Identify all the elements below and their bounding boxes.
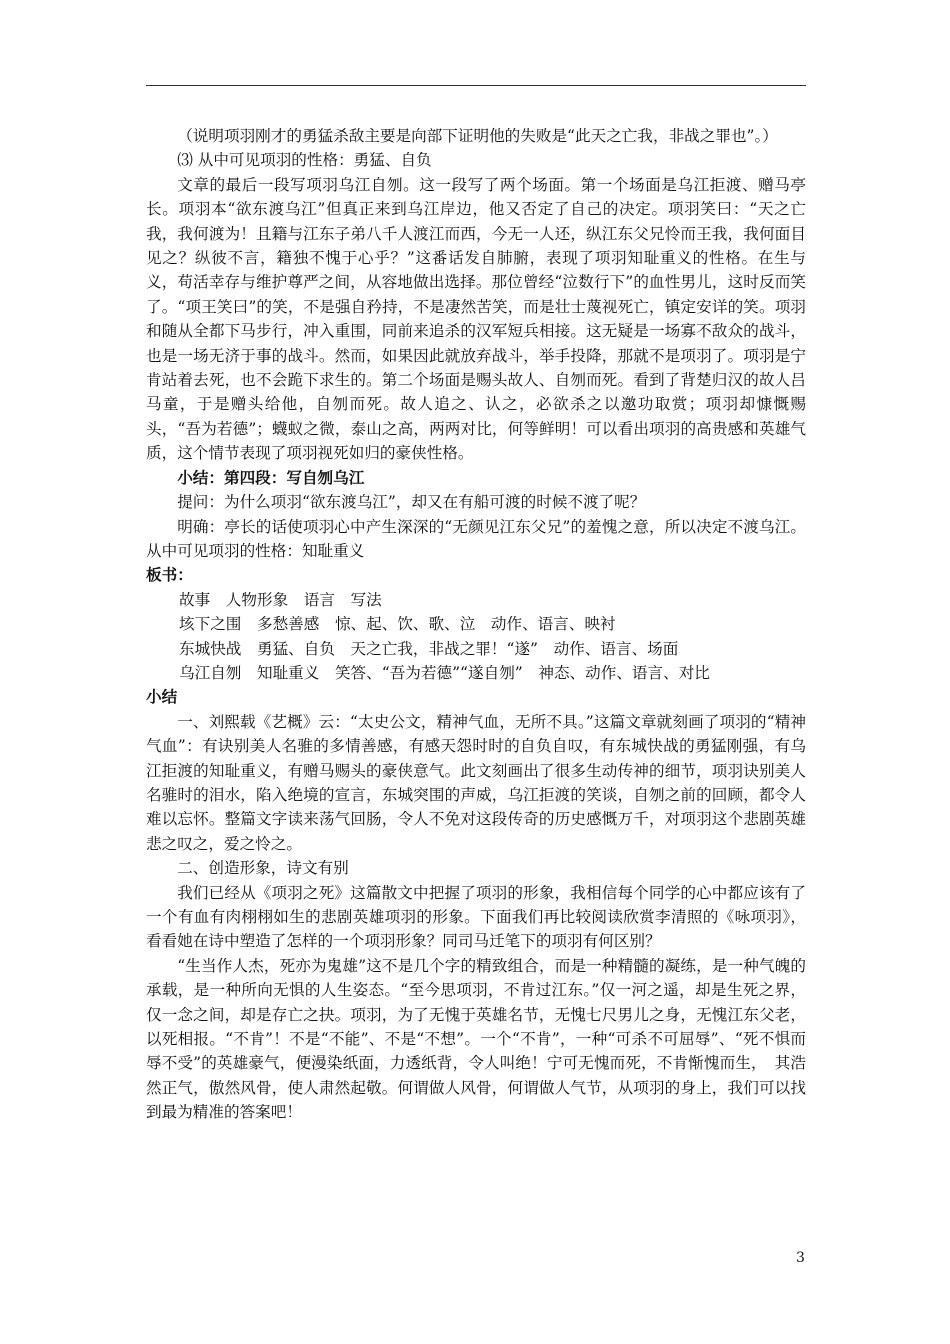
paragraph-summary-2-title: 二、创造形象，诗文有别 [177,859,349,878]
page-number: 3 [796,1250,805,1266]
summary-heading-section-4: 小结：第四段：写自刎乌江 [177,467,365,487]
header-rule [146,85,806,86]
blackboard-row: 东城快战 勇猛、自负 天之亡我，非战之罪！“遂” 动作、语言、场面 [179,639,679,658]
paragraph-summary-1: 一、刘熙载《艺概》云：“太史公文，精神气血，无所不具。”这篇文章就刻画了项羽的“精神气血”：有诀别美人名骓的多情善感，有感天怨时时的自负自叹，有东城快战的勇猛刚强，有乌江拒渡的知耻重义，有赠马赐头的豪侠意气。此文刻画出了很多生动传神的细节，项羽诀别美人名骓时的泪水，陷入绝境的宣言，东城突围的声威，乌江拒渡的笑谈，自刎之前的回顾，都令人难以忘怀。整篇文字读来荡气回肠，令人不免对这段传奇的历史感慨万千，对项羽这个悲剧英雄悲之叹之，爱之怜之。 [146,712,806,853]
paragraph-analysis-wujiang: 文章的最后一段写项羽乌江自刎。这一段写了两个场面。第一个场面是乌江拒渡、赠马亭长。项羽本“欲东渡乌江”但真正来到乌江岸边，他又否定了自己的决定。项羽笑曰：“天之亡我，我何渡为！且籍与江东子弟八千人渡江而西，今无一人还，纵江东父兄怜而王我，我何面目见之？纵彼不言，籍独不愧于心乎？”这番话发自肺腑，表现了项羽知耻重义的性格。在生与义，苟活幸存与维护尊严之间，从容地做出选择。那位曾经“泣数行下”的血性男儿，这时反而笑了。“项王笑曰”的笑，不是强自矜持，不是凄然苦笑，而是壮士蔑视死亡，镇定安详的笑。项羽和随从全都下马步行，冲入重围，同前来追杀的汉军短兵相接。这无疑是一场寡不敌众的战斗，也是一场无济于事的战斗。然而，如果因此就放弃战斗，举手投降，那就不是项羽了。项羽是宁肯站着去死，也不会跪下求生的。第二个场面是赐头故人、自刎而死。看到了背楚归汉的故人吕马童，于是赠头给他，自刎而死。故人追之、认之，必欲杀之以邀功取赏；项羽却慷慨赐头，“吾为若德”；蠛蚁之微，泰山之高，两两对比，何等鲜明！可以看出项羽的高贵感和英雄气质，这个情节表现了项羽视死如归的豪侠性格。 [146,175,806,463]
paragraph-character-trait-1: ⑶ 从中可见项羽的性格：勇猛、自负 [177,151,432,170]
blackboard-heading: 板书： [146,565,193,585]
paragraph-poem-analysis: “生当作人杰，死亦为鬼雄”这不是几个字的精致组合，而是一种精髓的凝练，是一种气魄的承载，是一种所向无惧的人生姿态。“至今思项羽，不肯过江东。”仅一河之遥，却是生死之界，仅一念之间，却是存亡之抉。项羽，为了无愧于英雄名节，无愧七尺男儿之身，无愧江东父老，以死相报。“不肯”！不是“不能”、不是“不想”。一个“不肯”，一种“可杀不可屈辱”、“死不惧而辱不受”的英雄豪气，便漫染纸面，力透纸背，令人叫绝！宁可无愧而死，不肯惭愧而生， 其浩然正气，傲然风骨，使人肃然起敬。何谓做人风骨，何谓做人气节，从项羽的身上，我们可以找到最为精准的答案吧！ [146,956,806,1122]
blackboard-row: 垓下之围 多愁善感 惊、起、饮、歌、泣 动作、语言、映衬 [179,615,616,634]
paragraph-answer: 明确：亭长的话使项羽心中产生深深的“无颜见江东父兄”的羞愧之意，所以决定不渡乌江。从中可见项羽的性格：知耻重义 [146,517,806,560]
summary-heading: 小结 [146,687,178,707]
blackboard-row: 乌江自刎 知耻重义 笑答、“吾为若德”“遂自刎” 神态、动作、语言、对比 [179,663,710,682]
blackboard-row: 故事 人物形象 语言 写法 [179,590,382,609]
paragraph-explanation: （说明项羽刚才的勇猛杀敌主要是向部下证明他的失败是“此天之亡我，非战之罪也”。） [177,127,778,145]
document-body [146,124,806,1125]
paragraph-comparison: 我们已经从《项羽之死》这篇散文中把握了项羽的形象，我相信每个同学的心中都应该有了一个有血有肉栩栩如生的悲剧英雄项羽的形象。下面我们再比较阅读欣赏李清照的《咏项羽》，看看她在诗中塑造了怎样的一个项羽形象？同司马迁笔下的项羽有何区别？ [146,883,806,951]
paragraph-question: 提问：为什么项羽“欲东渡乌江”，却又在有船可渡的时候不渡了呢？ [177,493,646,512]
